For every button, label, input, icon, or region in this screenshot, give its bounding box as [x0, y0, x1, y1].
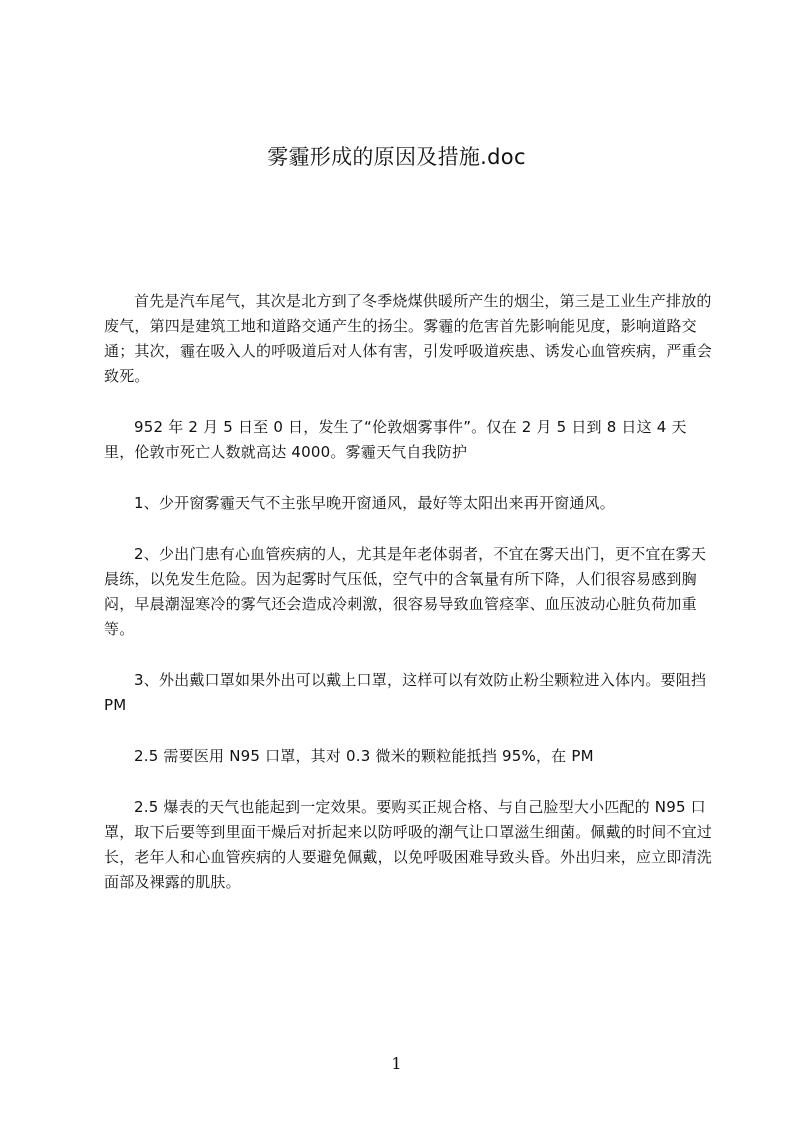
paragraph-tip-2: 2、少出门患有心血管疾病的人，尤其是年老体弱者，不宜在雾天出门，更不宜在雾天晨练，以免发生危险。因为起雾时气压低，空气中的含氧量有所下降，人们很容易感到胸闷，早晨潮湿寒冷的雾气还会造成冷刺激，很容易导致血管痉挛、血压波动心脏负荷加重等。 [104, 545, 707, 638]
document-body [104, 289, 714, 921]
paragraph-tip-1: 1、少开窗雾霾天气不主张早晚开窗通风，最好等太阳出来再开窗通风。 [134, 494, 615, 512]
paragraph-n95-mask: 2.5 需要医用 N95 口罩，其对 0.3 微米的颗粒能抵挡 95%，在 PM [134, 747, 594, 765]
paragraph-london-smog: 952 年 2 月 5 日至 0 日，发生了“伦敦烟雾事件”。仅在 2 月 5 日到 8 日这 4 天里，伦敦市死亡人数就高达 4000。雾霾天气自我防护 [104, 418, 687, 461]
paragraph-causes-and-harms: 首先是汽车尾气，其次是北方到了冬季烧煤供暖所产生的烟尘，第三是工业生产排放的废气，第四是建筑工地和道路交通产生的扬尘。雾霾的危害首先影响能见度，影响道路交通；其次，霾在吸入人的呼吸道后对人体有害，引发呼吸道疾患、诱发心血管疾病，严重会致死。 [104, 292, 713, 385]
paragraph-mask-usage: 2.5 爆表的天气也能起到一定效果。要购买正规合格、与自己脸型大小匹配的 N95 口罩，取下后要等到里面干燥后对折起来以防呼吸的潮气让口罩滋生细菌。佩戴的时间不宜过长，老年人和心血管疾病的人要避免佩戴，以免呼吸困难导致头昏。外出归来，应立即清洗面部及裸露的肌肤。 [104, 798, 713, 891]
document-title: 雾霾形成的原因及措施.doc [267, 145, 526, 169]
paragraph-tip-3: 3、外出戴口罩如果外出可以戴上口罩，这样可以有效防止粉尘颗粒进入体内。要阻挡 PM [104, 671, 707, 714]
page-number: 1 [391, 1054, 402, 1073]
